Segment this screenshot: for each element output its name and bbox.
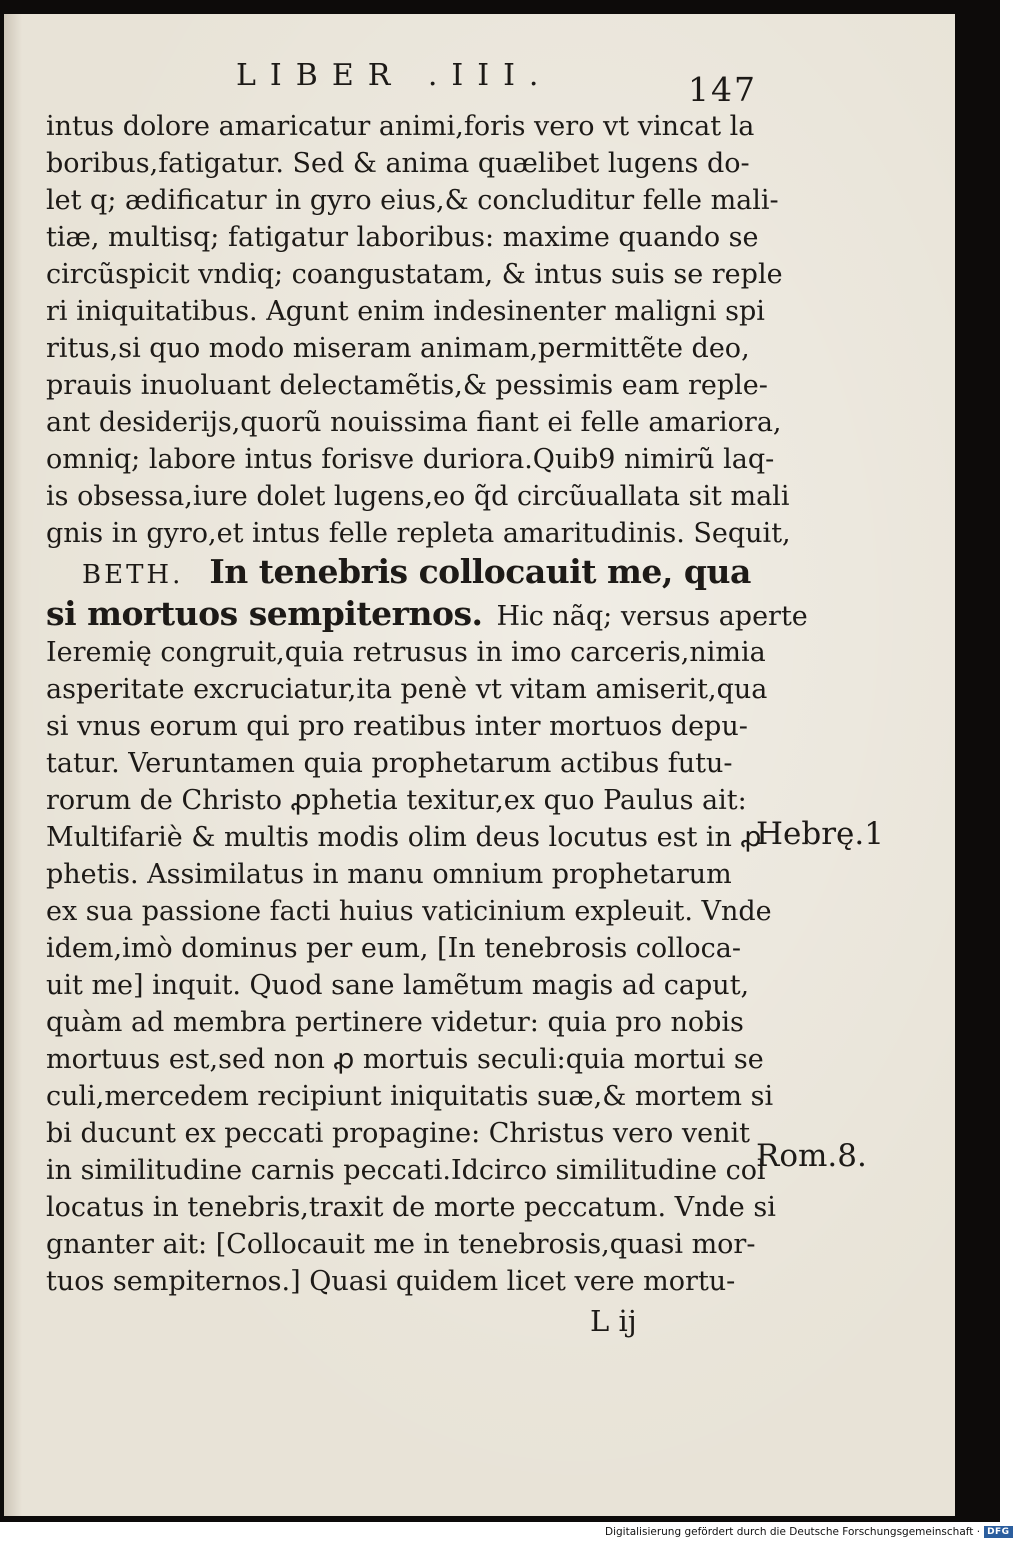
text-line: omniq; labore intus forisve duriora.Quib9 nimirũ laq- bbox=[46, 444, 775, 475]
text-line: ant desiderijs,quorũ nouissima fiant ei felle amariora, bbox=[46, 407, 782, 438]
text-line: si vnus eorum qui pro reatibus inter mortuos depu- bbox=[46, 711, 748, 742]
running-head: LIBER .III. bbox=[236, 58, 553, 93]
credit-text: Digitalisierung gefördert durch die Deutsche Forschungsgemeinschaft · bbox=[605, 1526, 981, 1538]
digitization-credit bbox=[605, 1524, 1013, 1540]
blackletter-quotation: In tenebris collocauit me, qua bbox=[209, 552, 751, 591]
signature-mark: L ij bbox=[590, 1304, 637, 1338]
text-line: rorum de Christo ꝓphetia texitur,ex quo Paulus ait: bbox=[46, 785, 747, 816]
dfg-logo: DFG bbox=[984, 1526, 1013, 1538]
margin-note-romans: Rom.8. bbox=[756, 1138, 867, 1174]
text-line: Multifariè & multis modis olim deus locutus est in ꝓ bbox=[46, 822, 762, 853]
book-page bbox=[4, 14, 955, 1516]
text-line: asperitate excruciatur,ita penè vt vitam amiserit,qua bbox=[46, 674, 768, 705]
text-line: tuos sempiternos.] Quasi quidem licet vere mortu- bbox=[46, 1266, 736, 1297]
text-line: phetis. Assimilatus in manu omnium prophetarum bbox=[46, 859, 732, 890]
text-line: prauis inuoluant delectamẽtis,& pessimis eam reple- bbox=[46, 370, 768, 401]
text-line: circũspicit vndiq; coangustatam, & intus suis se reple bbox=[46, 259, 783, 290]
text-line: bi ducunt ex peccati propagine: Christus vero venit bbox=[46, 1118, 750, 1149]
verse-heading-line bbox=[46, 594, 808, 634]
text-line: ex sua passione facti huius vaticinium expleuit. Vnde bbox=[46, 896, 772, 927]
text-line: Ieremię congruit,quia retrusus in imo carceris,nimia bbox=[46, 637, 766, 668]
margin-note-hebrews: Hebrę.1 bbox=[756, 816, 884, 852]
text-line: in similitudine carnis peccati.Idcirco similitudine col bbox=[46, 1155, 766, 1186]
text-line: tiæ, multisq; fatigatur laboribus: maxime quando se bbox=[46, 222, 759, 253]
text-line: uit me] inquit. Quod sane lamẽtum magis ad caput, bbox=[46, 970, 750, 1001]
blackletter-quotation: si mortuos sempiternos. bbox=[46, 594, 483, 633]
page-number: 147 bbox=[688, 70, 757, 109]
commentary-start: Hic nãq; versus aperte bbox=[496, 601, 808, 632]
text-line: ritus,si quo modo miseram animam,permittẽte deo, bbox=[46, 333, 750, 364]
text-line: mortuus est,sed non ꝓ mortuis seculi:quia mortui se bbox=[46, 1044, 764, 1075]
text-line: is obsessa,iure dolet lugens,eo q̃d circũuallata sit mali bbox=[46, 481, 790, 512]
text-line: intus dolore amaricatur animi,foris vero vt vincat la bbox=[46, 111, 755, 142]
text-line: culi,mercedem recipiunt iniquitatis suæ,& mortem si bbox=[46, 1081, 774, 1112]
text-line: tatur. Veruntamen quia prophetarum actibus futu- bbox=[46, 748, 733, 779]
text-line: gnis in gyro,et intus felle repleta amaritudinis. Sequit, bbox=[46, 518, 791, 549]
text-line: ri iniquitatibus. Agunt enim indesinenter maligni spi bbox=[46, 296, 765, 327]
text-line: locatus in tenebris,traxit de morte peccatum. Vnde si bbox=[46, 1192, 776, 1223]
text-line: quàm ad membra pertinere videtur: quia pro nobis bbox=[46, 1007, 744, 1038]
text-line: idem,imò dominus per eum, [In tenebrosis colloca- bbox=[46, 933, 742, 964]
text-line: gnanter ait: [Collocauit me in tenebrosis,quasi mor- bbox=[46, 1229, 756, 1260]
text-line: boribus,fatigatur. Sed & anima quælibet lugens do- bbox=[46, 148, 750, 179]
hebrew-letter-heading: BETH. bbox=[82, 560, 184, 590]
verse-heading-line bbox=[46, 552, 758, 592]
text-line: let q; ædificatur in gyro eius,& concluditur felle mali- bbox=[46, 185, 779, 216]
